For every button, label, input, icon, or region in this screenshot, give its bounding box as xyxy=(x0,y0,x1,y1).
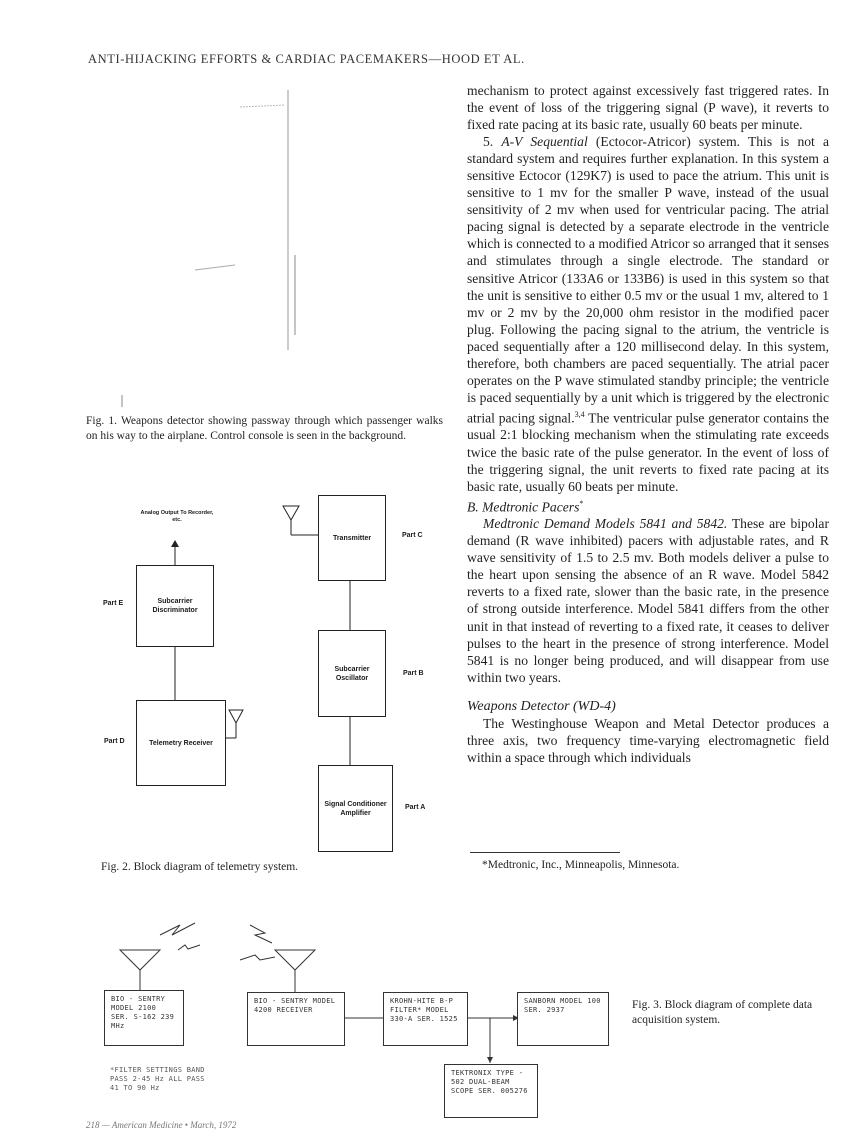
krohn-hite-block: KROHN-HITE B-P FILTER* MODEL 330-A SER. 1525 xyxy=(383,992,468,1046)
paragraph-2-text: (Ectocor-Atricor) system. This is not a standard system and requires further explanation. In this system a sensitive Ectocor (129K7) is used to pace the atrium. This unit is sensitive to 1 mv for the smaller P wave, instead of the usual sensitivity of 2 mv when used for ventricular pacing. The atrial pacing signal is detected by a separate electrode in the ventricle which is connected to a modified Atricor so arranged that it senses and stimulates through a single electrode. The standard or sensitive Atricor (133A6 or 133B6) is used in this system so that the unit is sensitive to either 0.5 mv or the usual 1 mv, altered to 1 mv or 2 mv by the 20,000 ohm resistor in the modified pacer plug. Following the pacing signal to the atrium, the ventricle is paced sequentially after a 120 millisecond delay. In this system, therefore, both chambers are paced sequentially. The atrial pacer operates on the P wave stimulated standby principle; the ventricle is paced sequentially by a unit which is triggered by the electronic atrial pacing signal. xyxy=(467,134,830,426)
part-c-label: Part C xyxy=(402,532,423,539)
page-footer: 218 — American Medicine • March, 1972 xyxy=(86,1120,237,1130)
weapons-detector-heading: Weapons Detector (WD-4) xyxy=(467,698,616,714)
body-text-column xyxy=(467,82,829,766)
paragraph-3 xyxy=(467,515,829,685)
telemetry-receiver-block xyxy=(136,700,226,786)
paragraph-1: mechanism to protect against excessively fast triggered rates. In the event of loss of the triggering signal (P wave), it reverts to fixed rate pacing at its basic rate, usually 60 beats per minute. xyxy=(467,83,829,133)
figure-2-caption: Fig. 2. Block diagram of telemetry system. xyxy=(101,861,299,873)
part-b-label: Part B xyxy=(403,670,424,677)
transmitter-block xyxy=(318,495,386,581)
subcarrier-oscillator-label: Subcarrier Oscillator xyxy=(334,665,370,682)
part-e-label: Part E xyxy=(103,600,124,607)
signal-conditioner-label: Signal Conditioner Amplifier xyxy=(324,800,387,817)
filter-settings-note: *FILTER SETTINGS BAND PASS 2-45 Hz ALL PASS 41 TO 90 Hz xyxy=(110,1066,205,1092)
running-head: ANTI-HIJACKING EFFORTS & CARDIAC PACEMAKERS—HOOD ET AL. xyxy=(88,52,525,66)
paragraph-2-text-continued: The ventricular pulse generator contains the usual 2:1 blocking mechanism when the stimulating rate exceeds twice the basic rate of the pulse generator. In the event of loss of the triggering signal, the unit reverts to fixed rate pacing at its basic rate, usually 60 beats per minute. xyxy=(467,410,829,494)
figure-2-connectors xyxy=(85,490,460,870)
tektronix-block: TEKTRONIX TYPE - 502 DUAL-BEAM SCOPE SER. 005276 xyxy=(444,1064,538,1118)
telemetry-receiver-label: Telemetry Receiver xyxy=(149,739,213,747)
subcarrier-discriminator-label: Subcarrier Discriminator xyxy=(152,598,198,614)
subcarrier-oscillator-block xyxy=(318,630,386,717)
footnote: *Medtronic, Inc., Minneapolis, Minnesota. xyxy=(482,859,680,871)
item-number: 5. xyxy=(483,134,502,150)
section-b-title: B. Medtronic Pacers xyxy=(467,499,580,515)
part-d-label: Part D xyxy=(104,738,125,745)
figure-1-photo xyxy=(85,85,445,410)
figure-1-faint-marks xyxy=(85,85,445,410)
paragraph-3-title: Medtronic Demand Models 5841 and 5842. xyxy=(483,516,728,532)
figure-3-caption: Fig. 3. Block diagram of complete data acquisition system. xyxy=(632,999,813,1026)
signal-conditioner-block xyxy=(318,765,393,852)
paragraph-2 xyxy=(467,133,829,495)
transmitter-label: Transmitter xyxy=(332,534,372,542)
item-title: A-V Sequential xyxy=(501,134,588,150)
paragraph-3-text: These are bipolar demand (R wave inhibited) pacers with adjustable rates, and R wave sensitivity of 1.5 to 2.5 mv. Both models deliver a pulse to the heart upon sensing the absence of an R wave. Model 5842 reverts to a fixed rate, slower than the basic rate, in the presence of strong outside interference. Model 5841 differs from the other unit in that instead of reverting to a fixed rate, it ceases to deliver pulses to the heart in the presence of strong interference. Model 5841 is no longer being produced, and will disappear from use within two years. xyxy=(467,516,829,685)
reference-superscript: 3,4 xyxy=(574,409,585,419)
part-a-label: Part A xyxy=(405,804,426,811)
section-b-heading xyxy=(467,495,829,516)
sentry-2100-block: BIO - SENTRY MODEL 2100 SER. S-162 239 MHz xyxy=(104,990,184,1046)
subcarrier-discriminator-block xyxy=(136,565,214,647)
sentry-4200-block: BIO - SENTRY MODEL 4200 RECEIVER xyxy=(247,992,345,1046)
paragraph-4: The Westinghouse Weapon and Metal Detector produces a three axis, two frequency time-varying electromagnetic field within a space through which individuals xyxy=(467,715,829,765)
analog-output-label: Analog Output To Recorder, etc. xyxy=(140,510,214,523)
sanborn-block: SANBORN MODEL 100 SER. 2937 xyxy=(517,992,609,1046)
footnote-rule xyxy=(470,852,620,853)
figure-1-caption: Fig. 1. Weapons detector showing passway through which passenger walks on his way to the airplane. Control console is seen in the background. xyxy=(86,415,443,442)
footnote-mark: * xyxy=(579,498,584,508)
